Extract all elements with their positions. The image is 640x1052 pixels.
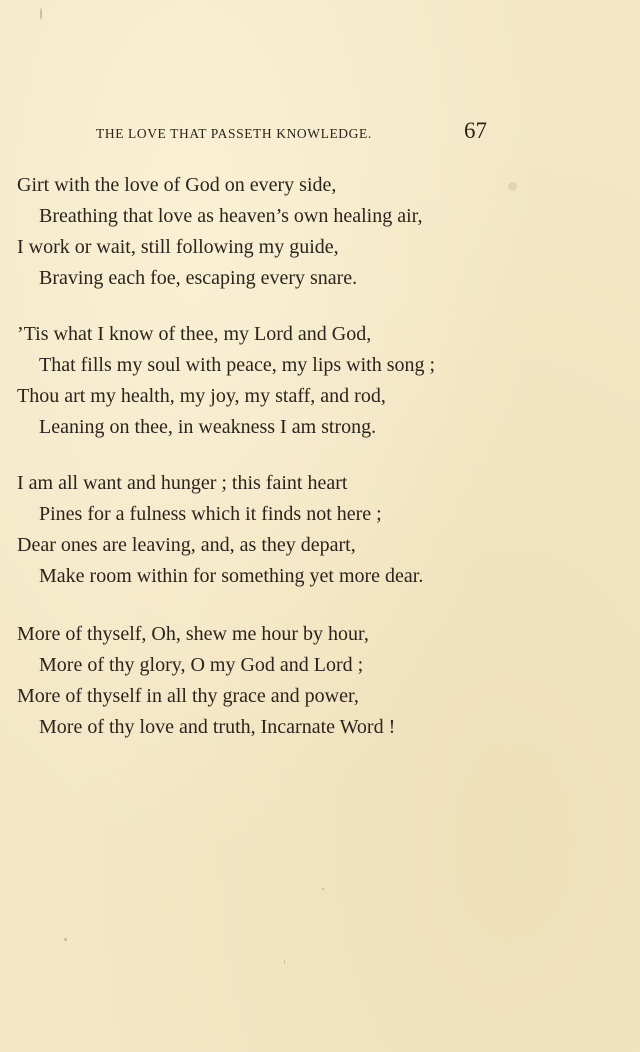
poem-line: Braving each foe, escaping every snare.: [39, 267, 358, 289]
poem-line: I am all want and hunger ; this faint heart: [17, 472, 348, 494]
poem-line: That fills my soul with peace, my lips with song ;: [39, 354, 436, 376]
stanza-4: [17, 619, 617, 743]
poem-line: Leaning on thee, in weakness I am strong.: [39, 416, 377, 438]
poem-line: More of thyself in all thy grace and power,: [17, 685, 359, 707]
poem-line: More of thy glory, O my God and Lord ;: [39, 654, 364, 676]
paper-blemish: [508, 182, 517, 191]
poem-line: Pines for a fulness which it finds not here ;: [39, 503, 382, 525]
poem-line: Make room within for something yet more dear.: [39, 565, 424, 587]
paper-blemish: [322, 888, 324, 890]
paper-blemish: [64, 938, 67, 941]
poem-line: I work or wait, still following my guide,: [17, 236, 339, 258]
paper-blemish: [284, 960, 285, 964]
poem-line: Thou art my health, my joy, my staff, and rod,: [17, 385, 386, 407]
poem-line: Girt with the love of God on every side,: [17, 174, 337, 196]
page-number: 67: [464, 118, 487, 143]
poem-line: More of thyself, Oh, shew me hour by hour,: [17, 623, 369, 645]
running-title: THE LOVE THAT PASSETH KNOWLEDGE.: [96, 126, 372, 141]
stanza-1: [17, 170, 617, 294]
running-head: [96, 118, 496, 148]
stanza-3: [17, 468, 617, 592]
paper-blemish: [40, 8, 42, 20]
poem-line: Dear ones are leaving, and, as they depart,: [17, 534, 356, 556]
poem-line: Breathing that love as heaven’s own healing air,: [39, 205, 423, 227]
stanza-2: [17, 319, 617, 443]
poem-line: More of thy love and truth, Incarnate Word !: [39, 716, 396, 738]
poem-line: ’Tis what I know of thee, my Lord and God,: [17, 323, 372, 345]
